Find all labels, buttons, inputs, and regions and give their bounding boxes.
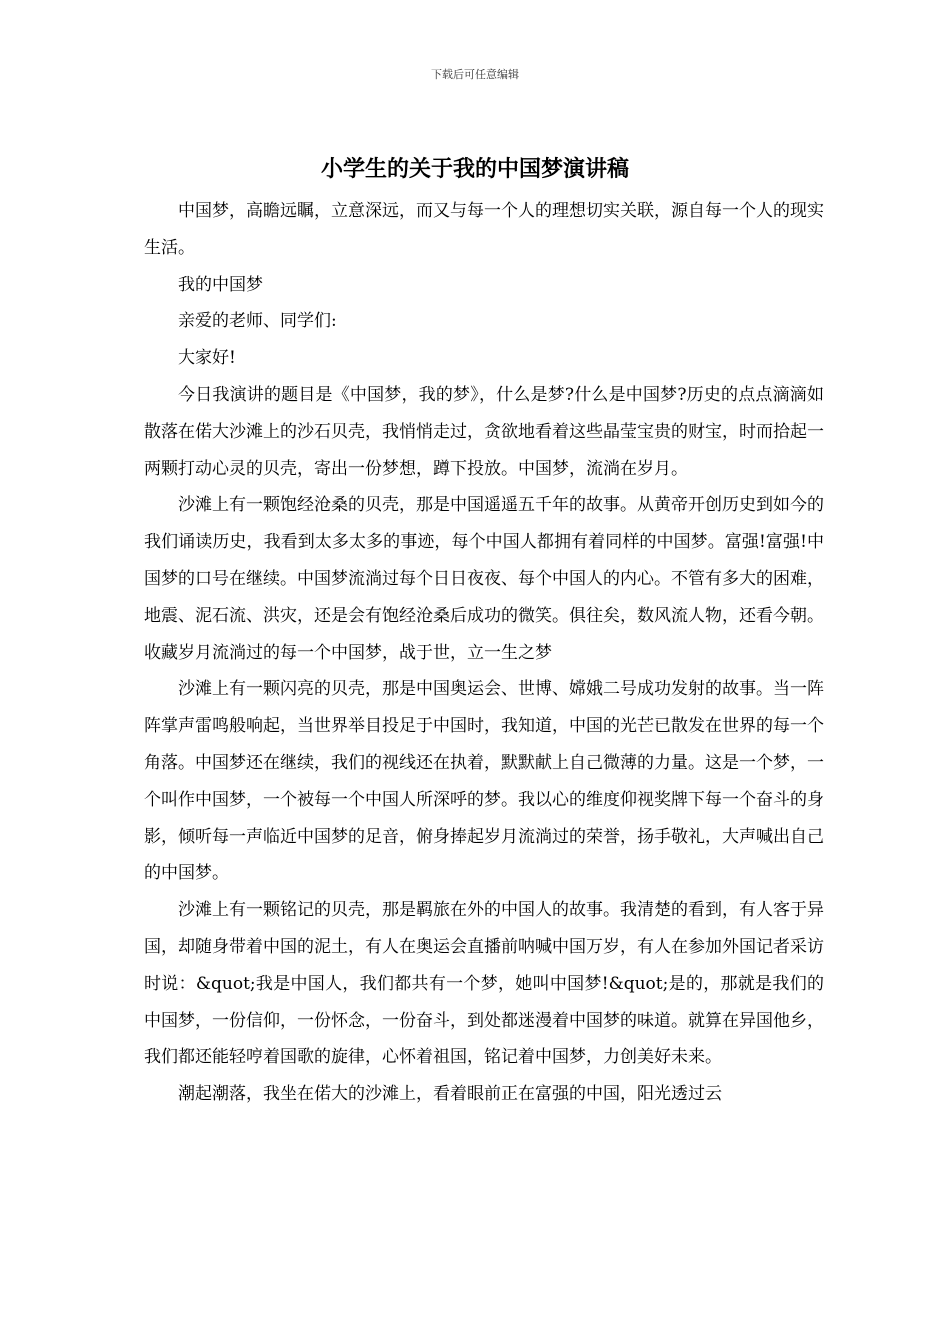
document-title: 小学生的关于我的中国梦演讲稿 [320,157,629,182]
document-body [144,193,824,1113]
paragraph-body: 沙滩上有一颗闪亮的贝壳，那是中国奥运会、世博、嫦娥二号成功发射的故事。当一阵阵掌声雷鸣般响起，当世界举目投足于中国时，我知道，中国的光芒已散发在世界的每一个角落。中国梦还在继续，我们的视线还在执着，默默献上自己微薄的力量。这是一个梦，一个叫作中国梦，一个被每一个中国人所深呼的梦。我以心的维度仰视奖牌下每一个奋斗的身影，倾听每一声临近中国梦的足音，俯身捧起岁月流淌过的荣誉，扬手敬礼，大声喊出自己的中国梦。 [144,679,824,884]
paragraph-body: 潮起潮落，我坐在偌大的沙滩上，看着眼前正在富强的中国，阳光透过云 [178,1084,722,1105]
header-note: 下载后可任意编辑 [431,68,519,81]
paragraph-salutation: 亲爱的老师、同学们: [178,311,337,332]
paragraph-subtitle: 我的中国梦 [178,274,263,295]
paragraph-body: 沙滩上有一颗饱经沧桑的贝壳，那是中国遥遥五千年的故事。从黄帝开创历史到如今的我们诵读历史，我看到太多太多的事迹，每个中国人都拥有着同样的中国梦。富强!富强!中国梦的口号在继续。中国梦流淌过每个日日夜夜、每个中国人的内心。不管有多大的困难，地震、泥石流、洪灾，还是会有饱经沧桑后成功的微笑。俱往矣，数风流人物，还看今朝。收藏岁月流淌过的每一个中国梦，战于世，立一生之梦 [144,495,824,663]
paragraph-intro: 中国梦，高瞻远瞩，立意深远，而又与每一个人的理想切实关联，源自每一个人的现实生活。 [144,201,824,258]
paragraph-body: 沙滩上有一颗铭记的贝壳，那是羁旅在外的中国人的故事。我清楚的看到，有人客于异国，却随身带着中国的泥土，有人在奥运会直播前呐喊中国万岁，有人在参加外国记者采访时说：&quot;我是中国人，我们都共有一个梦，她叫中国梦!&quot;是的，那就是我们的中国梦，一份信仰，一份怀念，一份奋斗，到处都迷漫着中国梦的味道。就算在异国他乡，我们都还能轻哼着国歌的旋律，心怀着祖国，铭记着中国梦，力创美好未来。 [144,900,824,1068]
paragraph-greeting: 大家好! [178,348,236,369]
paragraph-body: 今日我演讲的题目是《中国梦，我的梦》，什么是梦?什么是中国梦?历史的点点滴滴如散落在偌大沙滩上的沙石贝壳，我悄悄走过，贪欲地看着这些晶莹宝贵的财宝，时而拾起一两颗打动心灵的贝壳，寄出一份梦想，蹲下投放。中国梦，流淌在岁月。 [144,384,824,479]
